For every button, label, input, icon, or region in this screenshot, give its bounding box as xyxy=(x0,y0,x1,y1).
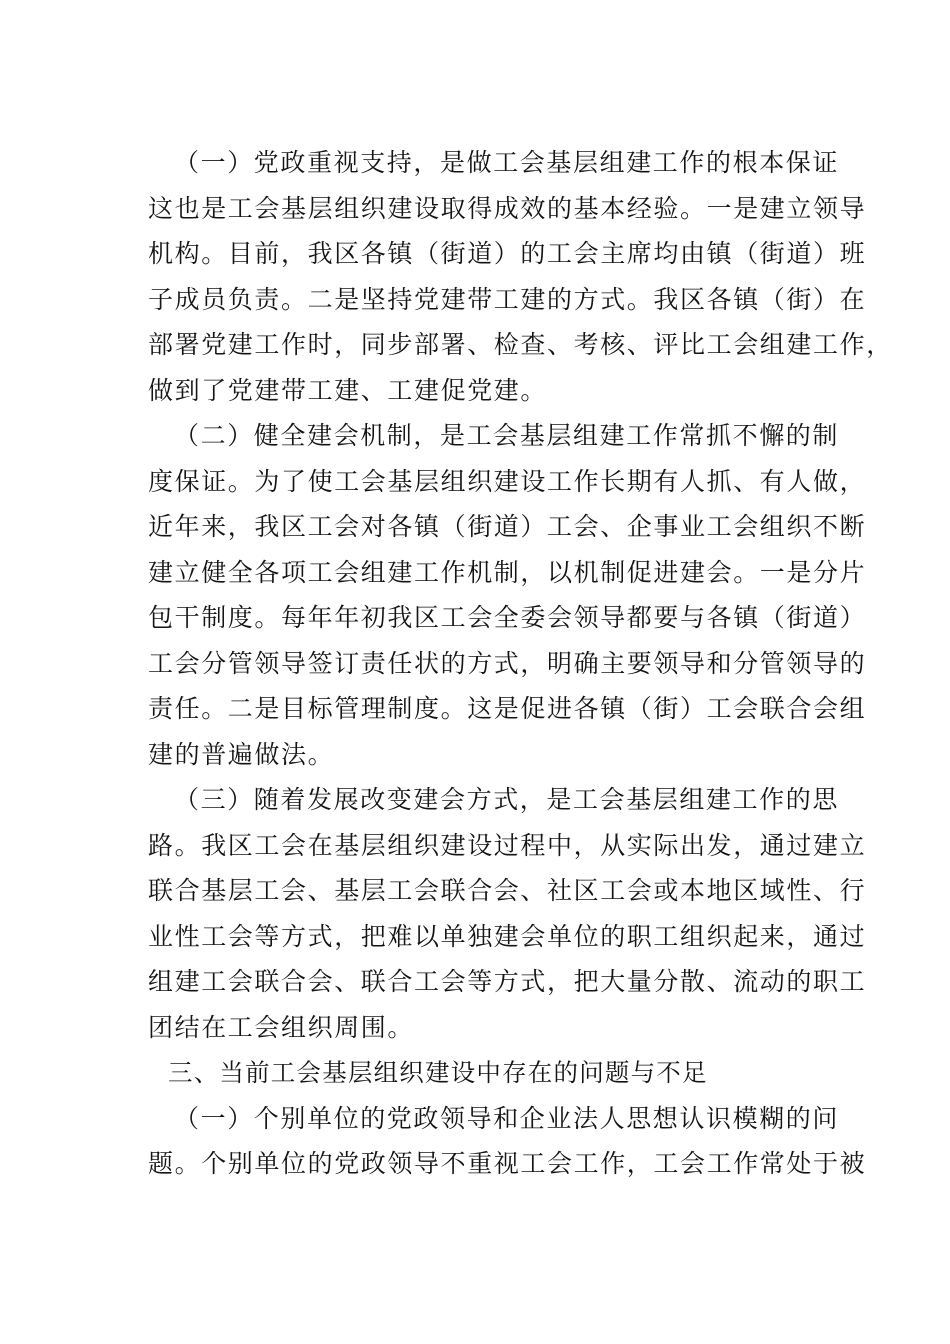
paragraph-party-support xyxy=(148,140,893,413)
text-line: 组建工会联合会、联合工会等方式，把大量分散、流动的职工 xyxy=(148,967,867,996)
text-line: 度保证。为了使工会基层组织建设工作长期有人抓、有人做， xyxy=(148,466,867,496)
text-line: （二）健全建会机制，是工会基层组建工作常抓不懈的制 xyxy=(174,421,840,450)
text-line: 路。我区工会在基层组织建设过程中，从实际出发，通过建立 xyxy=(148,830,867,860)
text-line: 机构。目前，我区各镇（街道）的工会主席均由镇（街道）班 xyxy=(148,239,867,268)
paragraph-development-approach xyxy=(148,777,867,1050)
section-heading xyxy=(148,1050,838,1096)
text-line: 包干制度。每年年初我区工会全委会领导都要与各镇（街道） xyxy=(148,603,867,632)
text-line: 做到了党建带工建、工建促党建。 xyxy=(148,375,548,405)
text-line: 近年来，我区工会对各镇（街道）工会、企事业工会组织不断 xyxy=(148,512,867,541)
text-line: 业性工会等方式，把难以单独建会单位的职工组织起来，通过 xyxy=(148,921,867,951)
text-line: 题。个别单位的党政领导不重视工会工作，工会工作常处于被 xyxy=(148,1149,867,1178)
paragraph-leadership-awareness xyxy=(148,1096,867,1187)
text-line: （一）个别单位的党政领导和企业法人思想认识模糊的问 xyxy=(174,1103,840,1133)
text-line: 子成员负责。二是坚持党建带工建的方式。我区各镇（街）在 xyxy=(148,284,867,314)
text-line: 建立健全各项工会组建工作机制，以机制促进建会。一是分片 xyxy=(148,557,867,587)
document-body xyxy=(148,140,893,1187)
paragraph-union-mechanism xyxy=(148,413,867,777)
text-line: 团结在工会组织周围。 xyxy=(148,1012,415,1042)
section-heading-text: 三、当前工会基层组织建设中存在的问题与不足 xyxy=(168,1058,708,1087)
text-line: （三）随着发展改变建会方式，是工会基层组建工作的思 xyxy=(174,785,840,814)
text-line: 工会分管领导签订责任状的方式，明确主要领导和分管领导的 xyxy=(148,648,867,678)
text-line: 这也是工会基层组织建设取得成效的基本经验。一是建立领导 xyxy=(148,193,867,223)
text-line: 联合基层工会、基层工会联合会、社区工会或本地区域性、行 xyxy=(148,876,867,905)
text-line: （一）党政重视支持，是做工会基层组建工作的根本保证 xyxy=(174,148,840,177)
text-line: 建的普遍做法。 xyxy=(148,739,335,769)
text-line: 责任。二是目标管理制度。这是促进各镇（街）工会联合会组 xyxy=(148,694,867,723)
text-line: 部署党建工作时，同步部署、检查、考核、评比工会组建工作， xyxy=(148,330,893,359)
